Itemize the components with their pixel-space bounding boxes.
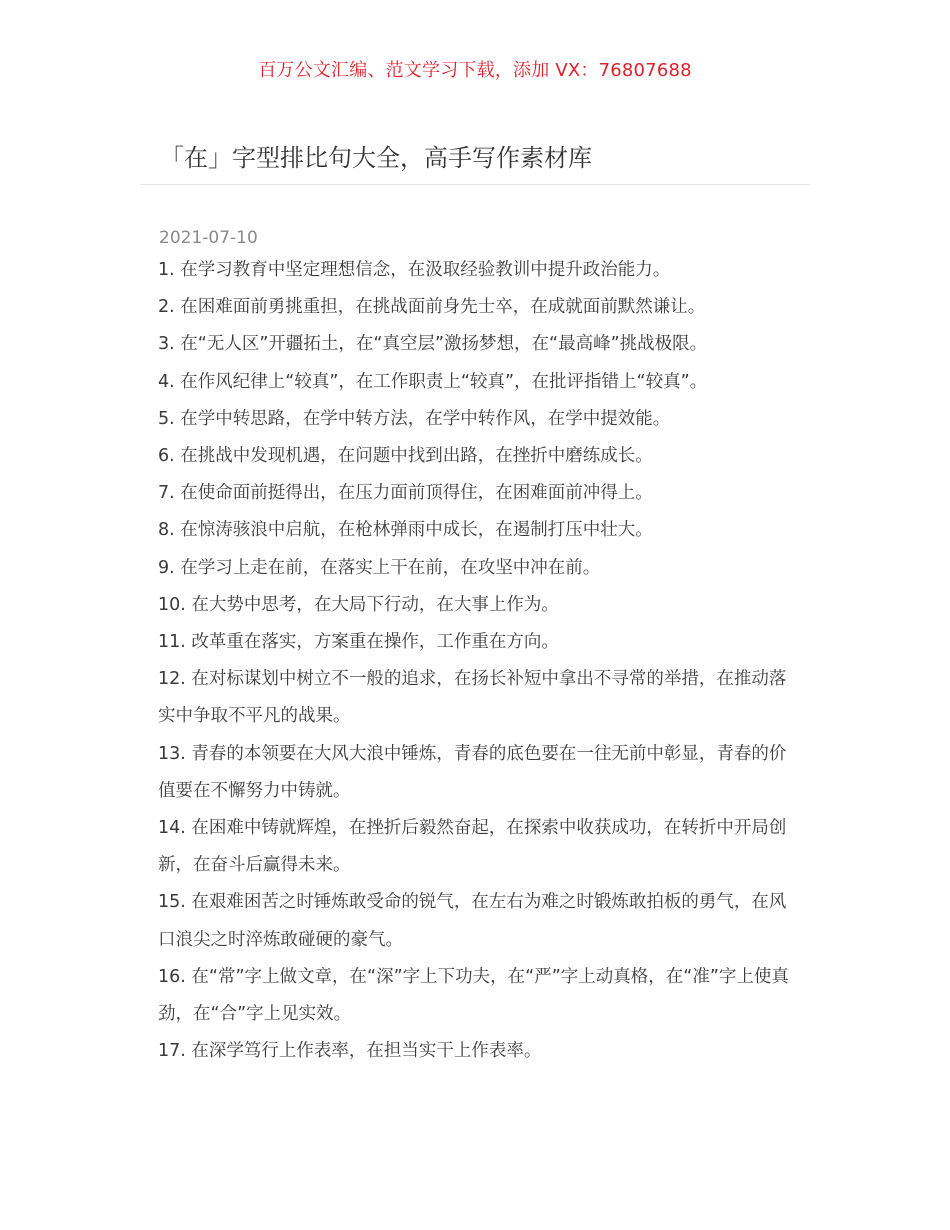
list-item: 1. 在学习教育中坚定理想信念，在汲取经验教训中提升政治能力。 [158, 260, 671, 280]
list-item: 10. 在大势中思考，在大局下行动，在大事上作为。 [158, 594, 559, 615]
list-item: 11. 改革重在落实，方案重在操作，工作重在方向。 [158, 632, 559, 653]
list-item: 2. 在困难面前勇挑重担，在挑战面前身先士卒，在成就面前默然谦让。 [158, 297, 706, 318]
list-item: 15. 在艰难困苦之时锤炼敢受命的锐气，在左右为难之时锻炼敢拍板的勇气，在风口浪尖之时淬炼敢碰硬的豪气。 [158, 892, 787, 950]
list-item: 4. 在作风纪律上“较真”，在工作职责上“较真”，在批评指错上“较真”。 [158, 371, 708, 392]
list-item: 17. 在深学笃行上作表率，在担当实干上作表率。 [158, 1041, 542, 1062]
article-title: 「在」字型排比句大全，高手写作素材库 [160, 144, 592, 172]
promo-banner: 百万公文汇编、范文学习下载，添加 VX：76807688 [258, 60, 692, 81]
list-item: 5. 在学中转思路，在学中转方法，在学中转作风，在学中提效能。 [158, 408, 671, 429]
article-date: 2021-07-10 [159, 228, 258, 248]
list-item: 8. 在惊涛骇浪中启航，在枪林弹雨中成长，在遏制打压中壮大。 [158, 520, 653, 541]
list-item: 7. 在使命面前挺得出，在压力面前顶得住，在困难面前冲得上。 [158, 483, 653, 504]
list-item: 3. 在“无人区”开疆拓土，在“真空层”激扬梦想，在“最高峰”挑战极限。 [158, 334, 708, 355]
sentence-list [158, 252, 798, 1070]
list-item: 9. 在学习上走在前，在落实上干在前，在攻坚中冲在前。 [158, 557, 601, 578]
list-item: 6. 在挑战中发现机遇，在问题中找到出路，在挫折中磨练成长。 [158, 446, 653, 467]
list-item: 16. 在“常”字上做文章，在“深”字上下功夫，在“严”字上动真格，在“准”字上使真劲，在“合”字上见实效。 [158, 966, 789, 1025]
list-item: 13. 青春的本领要在大风大浪中锤炼，青春的底色要在一往无前中彰显，青春的价值要在不懈努力中铸就。 [158, 743, 787, 801]
list-item: 14. 在困难中铸就辉煌，在挫折后毅然奋起，在探索中收获成功，在转折中开局创新，在奋斗后赢得未来。 [158, 818, 787, 876]
list-item: 12. 在对标谋划中树立不一般的追求，在扬长补短中拿出不寻常的举措，在推动落实中争取不平凡的战果。 [158, 669, 787, 727]
title-divider [140, 184, 810, 185]
